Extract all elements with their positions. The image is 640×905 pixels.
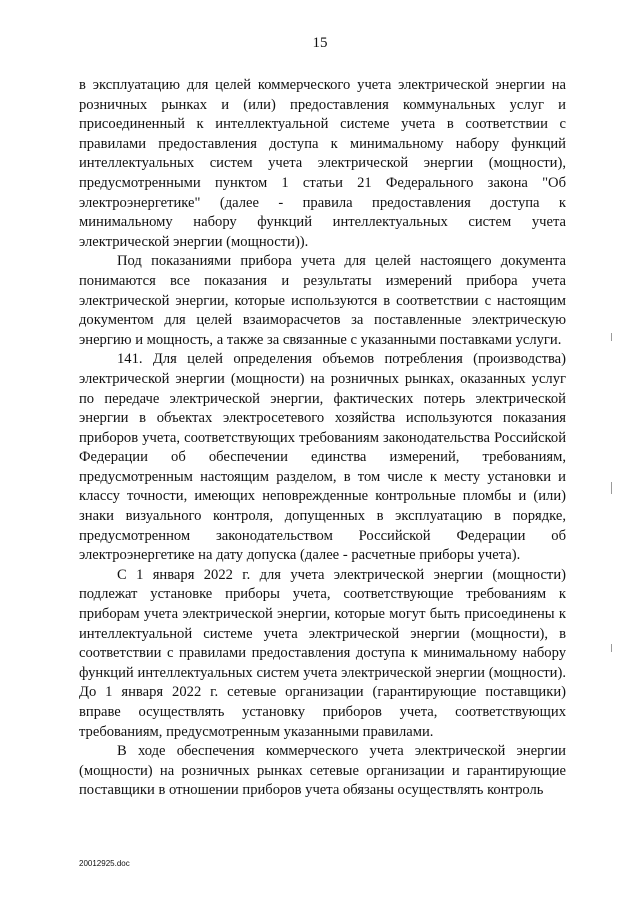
footer-filename: 20012925.doc <box>79 859 130 868</box>
margin-mark <box>611 644 612 652</box>
paragraph-control-obligation: В ходе обеспечения коммерческого учета электрической энергии (мощности) на розничных рынках сетевые организации и гарантирующие поставщики в отношении приборов учета обязаны осуществлять контроль <box>79 743 566 799</box>
margin-mark <box>611 482 612 494</box>
paragraph-clause-141: 141. Для целей определения объемов потребления (производства) электрической энергии (мощности) на розничных рынках, оказанных услуг по передаче электрической энергии, фактических потерь электрической энергии в объектах электросетевого хозяйства используются показания приборов учета, соответствующих требованиям законодательства Российской Федерации об обеспечении единства измерений, требованиям, предусмотренным настоящим разделом, в том числе к месту установки и классу точности, имеющих неповрежденные контрольные пломбы и (или) знаки визуального контроля, допущенных в эксплуатацию в порядке, предусмотренном законодательством Российской Федерации об электроэнергетике на дату допуска (далее - расчетные приборы учета). <box>79 351 566 564</box>
paragraph-from-2022: С 1 января 2022 г. для учета электрической энергии (мощности) подлежат установке приборы учета, соответствующие требованиям к приборам учета электрической энергии, которые могут быть присоединены к интеллектуальной системе учета электрической энергии (мощности), в соответствии с правилами предоставления доступа к минимальному набору функций интеллектуальных систем учета электрической энергии (мощности). До 1 января 2022 г. сетевые организации (гарантирующие поставщики) вправе осуществлять установку приборов учета, соответствующих требованиям, предусмотренным указанными правилами. <box>79 566 566 740</box>
document-body <box>79 76 566 801</box>
paragraph-continuation: в эксплуатацию для целей коммерческого учета электрической энергии на розничных рынках и (или) предоставления коммунальных услуг и присоединенный к интеллектуальной системе учета в соответствии с правилами предоставления доступа к минимальному набору функций интеллектуальных систем учета электрической энергии (мощности), предусмотренными пунктом 1 статьи 21 Федерального закона "Об электроэнергетике" (далее - правила предоставления доступа к минимальному набору функций интеллектуальных систем учета электрической энергии (мощности)). <box>79 77 566 250</box>
margin-mark <box>611 333 612 341</box>
paragraph-readings-definition: Под показаниями прибора учета для целей настоящего документа понимаются все показания и результаты измерений прибора учета электрической энергии, которые используются в соответствии с настоящим документом для целей взаиморасчетов за поставленные электрическую энергию и мощность, а также за связанные с указанными поставками услуги. <box>79 253 566 348</box>
page-number: 15 <box>312 35 328 51</box>
